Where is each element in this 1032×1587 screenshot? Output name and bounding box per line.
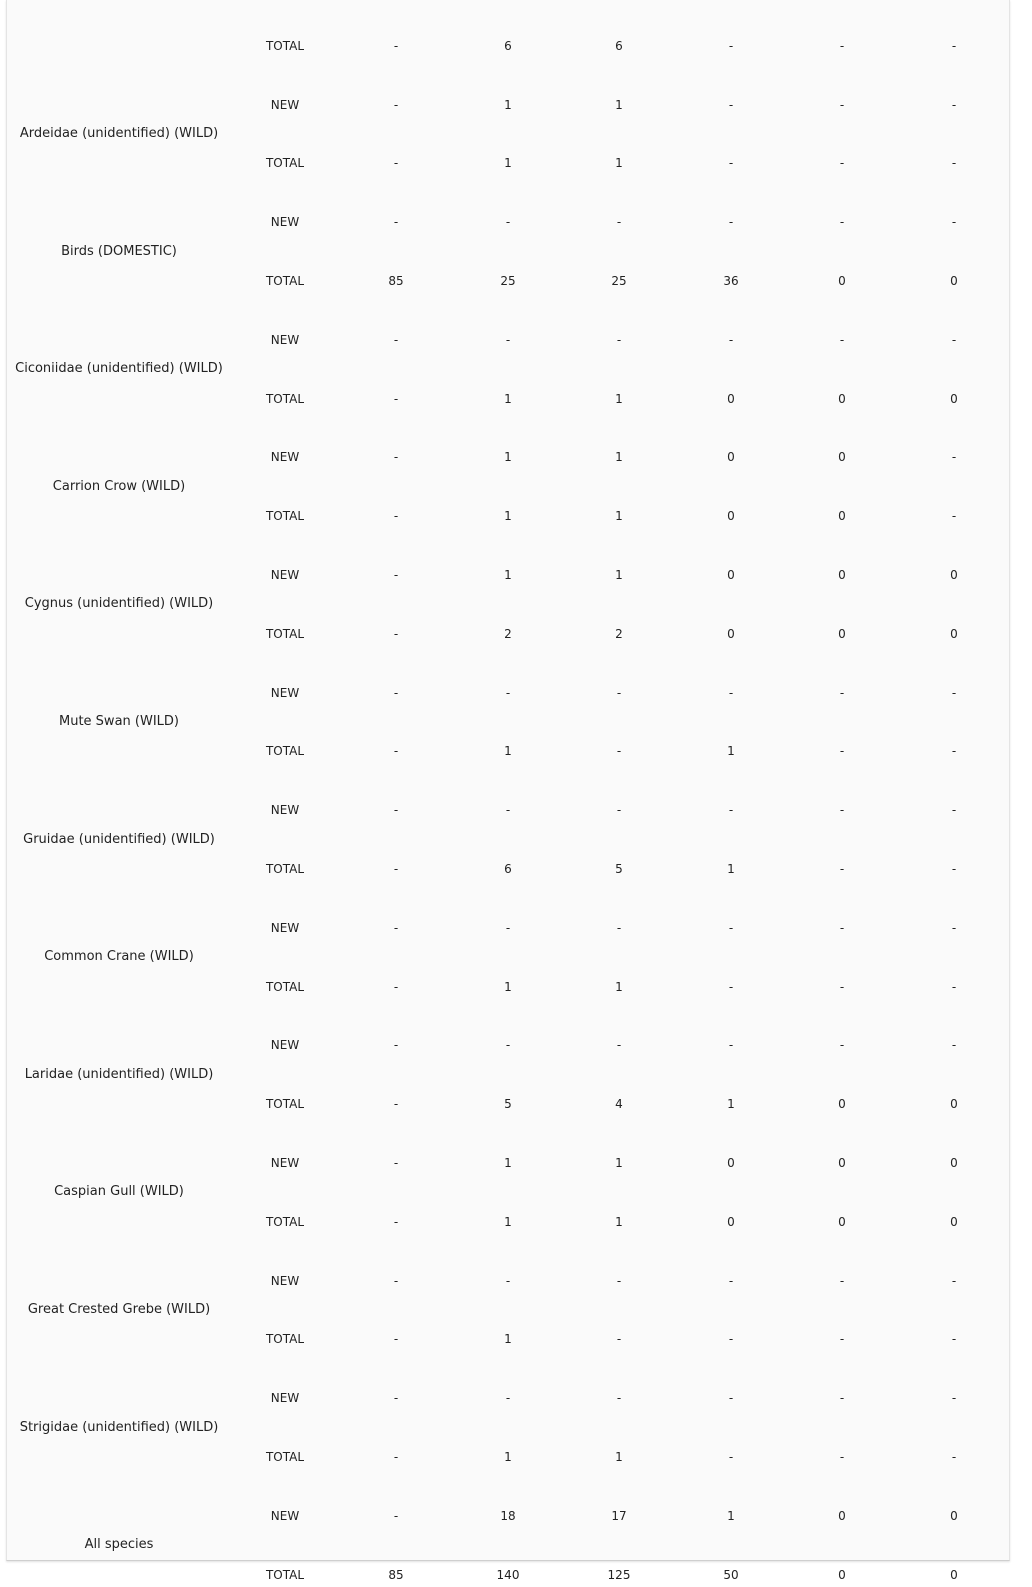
row-type-label: TOTAL (265, 509, 305, 524)
table-cell: - (839, 156, 845, 171)
table-cell: - (728, 332, 734, 347)
row-type-label: TOTAL (265, 1214, 305, 1229)
table-cell: - (728, 685, 734, 700)
table-cell: - (393, 509, 399, 524)
table-cell: 0 (727, 391, 735, 406)
table-cell: 0 (950, 626, 958, 641)
row-type-label: TOTAL (265, 156, 305, 171)
table-cell: 1 (504, 156, 512, 171)
table-cell: - (728, 1332, 734, 1347)
table-cell: 1 (504, 450, 512, 465)
row-type-label: TOTAL (265, 1097, 305, 1112)
table-cell: - (616, 1391, 622, 1406)
table-row-new (7, 212, 1009, 232)
row-type-label: NEW (270, 1508, 300, 1523)
table-cell: 85 (388, 1567, 404, 1582)
table-cell: 1 (504, 509, 512, 524)
table-cell: 25 (500, 274, 516, 288)
table-cell: - (393, 626, 399, 641)
table-cell: 1 (504, 979, 512, 994)
table-cell: 6 (504, 862, 512, 876)
table-row-total (7, 271, 1009, 291)
table-cell: 1 (615, 156, 623, 171)
table-cell: - (616, 920, 622, 935)
table-cell: - (839, 803, 845, 818)
table-cell: 5 (615, 862, 623, 876)
table-cell: 6 (615, 38, 623, 53)
species-name: Ciconiidae (unidentified) (WILD) (15, 361, 223, 377)
table-cell: - (839, 38, 845, 53)
table-cell: 1 (615, 1450, 623, 1464)
table-cell: - (393, 450, 399, 465)
table-row-total (7, 36, 1009, 56)
table-cell: - (951, 862, 957, 876)
table-cell: - (839, 862, 845, 876)
table-cell: 0 (838, 626, 846, 641)
table-row-new (7, 800, 1009, 820)
row-type-label: NEW (270, 215, 300, 230)
table-cell: - (951, 1450, 957, 1464)
table-cell: - (505, 803, 511, 818)
row-type-label: NEW (270, 1038, 300, 1053)
table-cell: 1 (727, 862, 735, 876)
table-cell: 0 (727, 1214, 735, 1229)
table-cell: - (951, 97, 957, 112)
table-row-new (7, 565, 1009, 585)
table-cell: 1 (615, 391, 623, 406)
table-cell: 0 (950, 391, 958, 406)
table-cell: 85 (388, 274, 404, 288)
row-type-label: NEW (270, 332, 300, 347)
table-cell: - (839, 1038, 845, 1053)
row-type-label: NEW (270, 685, 300, 700)
table-cell: - (393, 156, 399, 171)
species-name: All species (84, 1537, 154, 1553)
table-cell: 4 (615, 1097, 623, 1112)
table-cell: - (951, 450, 957, 465)
table-cell: 1 (727, 1097, 735, 1112)
species-name: Common Crane (WILD) (44, 949, 194, 965)
table-cell: 1 (615, 1156, 623, 1170)
table-cell: - (839, 1450, 845, 1464)
row-type-label: NEW (270, 1391, 300, 1406)
outbreak-table-card (6, 0, 1010, 1582)
table-cell: 0 (838, 450, 846, 465)
row-type-label: TOTAL (265, 274, 305, 288)
table-cell: 0 (838, 1214, 846, 1229)
table-cell: 1 (615, 979, 623, 994)
table-cell: - (616, 685, 622, 700)
table-cell: 0 (838, 1156, 846, 1170)
table-cell: - (951, 1273, 957, 1288)
table-cell: - (951, 685, 957, 700)
table-cell: - (616, 1273, 622, 1288)
table-cell: - (728, 1273, 734, 1288)
table-cell: - (393, 744, 399, 759)
row-type-label: NEW (270, 920, 300, 935)
table-cell: 0 (727, 509, 735, 524)
table-cell: - (393, 920, 399, 935)
row-type-label: TOTAL (265, 391, 305, 406)
table-row-new (7, 447, 1009, 467)
table-cell: 125 (607, 1567, 631, 1582)
table-cell: 17 (611, 1508, 627, 1523)
table-cell: - (616, 215, 622, 230)
table-cell: 25 (611, 274, 627, 288)
table-cell: 0 (950, 1097, 958, 1112)
table-cell: - (728, 920, 734, 935)
table-cell: - (616, 803, 622, 818)
row-type-label: TOTAL (265, 1332, 305, 1347)
table-cell: - (393, 1391, 399, 1406)
table-row-total (7, 1329, 1009, 1349)
species-name: Carrion Crow (WILD) (52, 478, 186, 494)
table-cell: - (393, 332, 399, 347)
table-cell: 0 (838, 509, 846, 524)
species-name: Gruidae (unidentified) (WILD) (23, 831, 215, 847)
table-row-total (7, 859, 1009, 879)
row-type-label: TOTAL (265, 979, 305, 994)
row-type-label: TOTAL (265, 626, 305, 641)
row-type-label: TOTAL (265, 1567, 305, 1582)
table-cell: 5 (504, 1097, 512, 1112)
species-name: Great Crested Grebe (WILD) (27, 1302, 211, 1317)
table-cell: 0 (838, 1508, 846, 1523)
table-cell: - (951, 1038, 957, 1053)
table-cell: - (393, 979, 399, 994)
table-cell: 1 (615, 509, 623, 524)
table-cell: 0 (838, 1097, 846, 1112)
table-cell: - (951, 979, 957, 994)
table-cell: - (728, 97, 734, 112)
table-cell: - (839, 685, 845, 700)
table-row-new (7, 95, 1009, 115)
table-cell: - (393, 568, 399, 582)
row-type-label: NEW (270, 1273, 300, 1288)
table-cell: - (728, 215, 734, 230)
table-cell: 1 (504, 97, 512, 112)
row-type-label: NEW (270, 568, 300, 582)
table-cell: - (393, 1038, 399, 1053)
table-cell: - (393, 1332, 399, 1347)
row-type-label: TOTAL (265, 862, 305, 876)
table-cell: - (728, 803, 734, 818)
table-cell: 1 (727, 1508, 735, 1523)
table-cell: 0 (838, 1567, 846, 1582)
table-cell: 0 (838, 274, 846, 288)
table-cell: - (505, 215, 511, 230)
table-cell: 0 (727, 450, 735, 465)
row-type-label: NEW (270, 803, 300, 818)
table-cell: 1 (504, 1156, 512, 1170)
row-type-label: NEW (270, 1156, 300, 1170)
table-cell: - (728, 1391, 734, 1406)
table-row-total (7, 389, 1009, 409)
species-name: Birds (DOMESTIC) (61, 243, 177, 259)
table-cell: - (393, 1508, 399, 1523)
table-row-total (7, 1565, 1009, 1585)
table-row-new (7, 683, 1009, 703)
table-row-total (7, 506, 1009, 526)
table-cell: 0 (950, 1508, 958, 1523)
table-cell: 1 (504, 1450, 512, 1464)
table-cell: 0 (950, 1156, 958, 1170)
table-cell: - (616, 1038, 622, 1053)
table-cell: - (393, 1097, 399, 1112)
table-cell: - (616, 332, 622, 347)
table-cell: 1 (615, 1214, 623, 1229)
table-row-total (7, 153, 1009, 173)
table-cell: 1 (504, 568, 512, 582)
table-cell: - (393, 862, 399, 876)
species-name: Strigidae (unidentified) (WILD) (19, 1419, 219, 1435)
table-cell: - (393, 215, 399, 230)
table-cell: - (839, 744, 845, 759)
table-cell: - (393, 38, 399, 53)
table-cell: - (839, 332, 845, 347)
table-row-new (7, 1271, 1009, 1291)
table-row-new (7, 918, 1009, 938)
table-cell: - (839, 1273, 845, 1288)
table-cell: - (616, 744, 622, 759)
table-row-total (7, 1212, 1009, 1232)
table-cell: 1 (615, 450, 623, 465)
table-cell: 1 (504, 744, 512, 759)
table-cell: 1 (615, 97, 623, 112)
table-cell: 1 (504, 1214, 512, 1229)
table-cell: - (393, 391, 399, 406)
table-cell: 0 (950, 274, 958, 288)
row-type-label: TOTAL (265, 38, 305, 53)
table-row-total (7, 1447, 1009, 1467)
table-cell: - (505, 1391, 511, 1406)
table-cell: - (951, 215, 957, 230)
table-cell: - (728, 1038, 734, 1053)
row-type-label: TOTAL (265, 744, 305, 759)
table-cell: 6 (504, 38, 512, 53)
species-name: Laridae (unidentified) (WILD) (24, 1066, 214, 1082)
table-cell: - (393, 1273, 399, 1288)
table-cell: - (393, 803, 399, 818)
table-cell: 1 (504, 391, 512, 406)
table-cell: - (951, 920, 957, 935)
table-cell: 1 (504, 1332, 512, 1347)
row-type-label: NEW (270, 450, 300, 465)
species-name: Cygnus (unidentified) (WILD) (24, 596, 214, 612)
table-cell: 0 (838, 391, 846, 406)
species-name: Ardeidae (unidentified) (WILD) (19, 126, 219, 141)
table-cell: 0 (950, 1567, 958, 1582)
table-row-total (7, 741, 1009, 761)
table-cell: - (951, 509, 957, 524)
table-row-new (7, 1388, 1009, 1408)
table-cell: - (951, 38, 957, 53)
table-cell: 0 (950, 1214, 958, 1229)
table-cell: - (728, 1450, 734, 1464)
table-cell: 2 (504, 626, 512, 641)
table-row-new (7, 1153, 1009, 1173)
row-type-label: NEW (270, 97, 300, 112)
table-row-new (7, 1035, 1009, 1055)
table-cell: 1 (615, 568, 623, 582)
table-cell: - (728, 156, 734, 171)
table-row-new (7, 1506, 1009, 1526)
table-cell: 0 (727, 626, 735, 641)
table-cell: - (951, 744, 957, 759)
table-row-total (7, 624, 1009, 644)
table-cell: - (393, 1450, 399, 1464)
table-row-total (7, 977, 1009, 997)
table-cell: - (393, 1156, 399, 1170)
table-cell: - (839, 1332, 845, 1347)
table-cell: - (393, 1214, 399, 1229)
table-row-total (7, 1094, 1009, 1114)
table-cell: - (951, 803, 957, 818)
table-cell: 18 (500, 1508, 516, 1523)
table-cell: 0 (950, 568, 958, 582)
table-cell: - (951, 1332, 957, 1347)
table-cell: - (839, 215, 845, 230)
table-cell: - (505, 920, 511, 935)
table-cell: - (839, 979, 845, 994)
table-cell: 140 (496, 1567, 520, 1582)
table-cell: - (393, 685, 399, 700)
table-cell: - (728, 38, 734, 53)
table-cell: - (951, 332, 957, 347)
table-cell: - (393, 97, 399, 112)
table-cell: - (505, 332, 511, 347)
table-cell: - (505, 1273, 511, 1288)
row-type-label: TOTAL (265, 1450, 305, 1464)
table-cell: 36 (723, 274, 739, 288)
species-name: Caspian Gull (WILD) (54, 1184, 184, 1200)
table-cell: - (839, 97, 845, 112)
table-cell: 50 (723, 1567, 739, 1582)
species-name: Mute Swan (WILD) (59, 714, 179, 729)
table-cell: - (951, 1391, 957, 1406)
table-cell: 0 (727, 568, 735, 582)
table-cell: 0 (838, 568, 846, 582)
table-cell: - (505, 685, 511, 700)
table-row-new (7, 330, 1009, 350)
table-cell: - (505, 1038, 511, 1053)
table-cell: - (728, 979, 734, 994)
table-cell: - (839, 1391, 845, 1406)
table-cell: 0 (727, 1156, 735, 1170)
table-cell: - (616, 1332, 622, 1347)
table-cell: 1 (727, 744, 735, 759)
table-cell: - (951, 156, 957, 171)
table-cell: - (839, 920, 845, 935)
table-cell: 2 (615, 626, 623, 641)
